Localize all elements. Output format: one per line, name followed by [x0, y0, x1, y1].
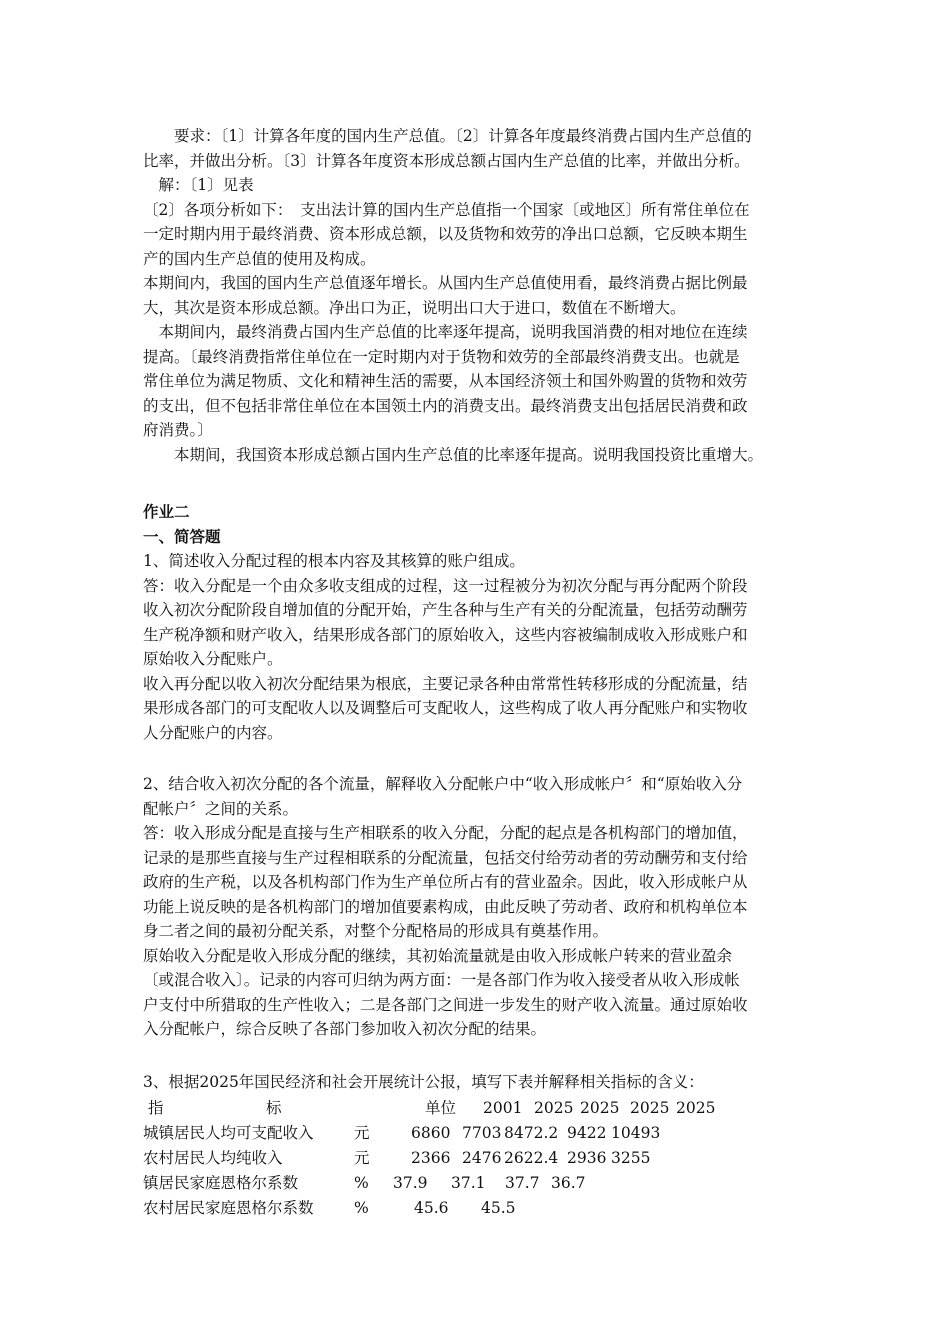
table-header-year: 2025: [534, 1099, 574, 1117]
paragraph-line: 生产税净额和财产收入，结果形成各部门的原始收入，这些内容被编制成收入形成账户和: [143, 625, 748, 644]
table-header-year: 2025: [580, 1099, 620, 1117]
table-cell-value: 2476: [462, 1149, 502, 1167]
paragraph-line: 人分配账户的内容。: [143, 723, 283, 742]
paragraph-line: 入分配帐户，综合反映了各部门参加收入初次分配的结果。: [143, 1020, 547, 1038]
table-cell-value: 9422: [567, 1124, 607, 1142]
table-cell-value: 7703: [462, 1124, 502, 1142]
paragraph-line: 大，其次是资本形成总额。净出口为正，说明出口大于进口，数值在不断增大。: [143, 298, 686, 317]
section-subtitle: 一、简答题: [143, 526, 221, 546]
table-row: [0, 1146, 950, 1171]
paragraph-line: 提高。〔最终消费指常住单位在一定时期内对于货物和效劳的全部最终消费支出。也就是: [143, 347, 740, 366]
table-header-indicator: 指: [148, 1099, 164, 1117]
table-row: [0, 1121, 950, 1146]
paragraph-line: 答：收入分配是一个由众多收支组成的过程，这一过程被分为初次分配与再分配两个阶段: [143, 576, 748, 595]
paragraph-line: 〔或混合收入〕。记录的内容可归纳为两方面：一是各部门作为收入接受者从收入形成帐: [143, 971, 740, 989]
table-cell-indicator: 镇居民家庭恩格尔系数: [143, 1174, 299, 1192]
table-header-unit: 单位: [425, 1099, 457, 1117]
paragraph-line: 1、简述收入分配过程的根本内容及其核算的账户组成。: [143, 552, 525, 570]
paragraph-line: 户支付中所猎取的生产性收入；二是各部门之间进一步发生的财产收入流量。通过原始收: [143, 995, 748, 1014]
table-cell-indicator: 城镇居民人均可支配收入: [143, 1124, 314, 1142]
paragraph-line: 3、根据2025年国民经济和社会开展统计公报，填写下表并解释相关指标的含义：: [143, 1073, 704, 1091]
table-cell-value: 2622.4: [504, 1149, 559, 1167]
question-1: [143, 549, 808, 745]
table-cell-indicator: 农村居民家庭恩格尔系数: [143, 1199, 314, 1217]
paragraph-line: 政府的生产税，以及各机构部门作为生产单位所占有的营业盈余。因此，收入形成帐户从: [143, 873, 748, 891]
table-cell-unit: 元: [354, 1149, 370, 1167]
question-3: [143, 1070, 808, 1095]
paragraph-line: 本期间内，我国的国内生产总值逐年增长。从国内生产总值使用看，最终消费占据比例最: [143, 274, 748, 292]
paragraph-line: 2、结合收入初次分配的各个流量，解释收入分配帐户中“收入形成帐户〞和“原始收入分: [143, 775, 743, 793]
paragraph-line: 比率，并做出分析。〔3〕计算各年度资本形成总额占国内生产总值的比率，并做出分析。: [143, 151, 750, 170]
table-cell-value: 10493: [611, 1124, 661, 1142]
table-cell-value: 37.7: [505, 1174, 540, 1192]
paragraph-line: 常住单位为满足物质、文化和精神生活的需要，从本国经济领土和国外购置的货物和效劳: [143, 372, 748, 390]
paragraph-line: 配帐户〞之间的关系。: [143, 799, 299, 818]
table-cell-value: 37.1: [451, 1174, 486, 1192]
table-cell-value: 36.7: [551, 1174, 586, 1192]
table-header-year: 2025: [676, 1099, 716, 1117]
table-header-year: 2001: [483, 1099, 523, 1117]
table-cell-unit: 元: [354, 1124, 370, 1142]
homework-two-heading: [143, 500, 808, 549]
paragraph-line: 答：收入形成分配是直接与生产相联系的收入分配，分配的起点是各机构部门的增加值，: [143, 824, 748, 842]
table-cell-value: 45.5: [481, 1199, 516, 1217]
section-title: 作业二: [143, 502, 190, 521]
table-header-year: 2025: [630, 1099, 670, 1117]
paragraph-line: 收入再分配以收入初次分配结果为根底，主要记录各种由常常性转移形成的分配流量，结: [143, 674, 748, 693]
table-cell-indicator: 农村居民人均纯收入: [143, 1149, 283, 1167]
table-header-indicator-b: 标: [266, 1099, 282, 1117]
paragraph-line: 府消费。〕: [143, 421, 213, 439]
table-header-row: [0, 1096, 950, 1121]
paragraph-line: 原始收入分配账户。: [143, 650, 283, 668]
paragraph-line: 产的国内生产总值的使用及构成。: [143, 249, 376, 268]
table-cell-value: 37.9: [393, 1174, 428, 1192]
paragraph-line: 本期间，我国资本形成总额占国内生产总值的比率逐年提高。说明我国投资比重增大。: [143, 445, 764, 464]
table-cell-unit: %: [354, 1199, 369, 1217]
paragraph-line: 要求：〔1〕计算各年度的国内生产总值。〔2〕计算各年度最终消费占国内生产总值的: [143, 127, 752, 145]
paragraph-line: 一定时期内用于最终消费、资本形成总额，以及货物和效劳的净出口总额，它反映本期生: [143, 225, 748, 243]
table-cell-value: 2366: [411, 1149, 451, 1167]
paragraph-line: 果形成各部门的可支配收人以及调整后可支配收人，这些构成了收人再分配账户和实物收: [143, 699, 748, 717]
paragraph-line: 收入初次分配阶段自增加值的分配开始，产生各种与生产有关的分配流量，包括劳动酬劳: [143, 601, 748, 619]
table-row: [0, 1196, 950, 1221]
table-cell-value: 8472.2: [504, 1124, 559, 1142]
table-row: [0, 1171, 950, 1196]
paragraph-line: 身二者之间的最初分配关系，对整个分配格局的形成具有奠基作用。: [143, 922, 609, 940]
paragraph-line: 原始收入分配是收入形成分配的继续，其初始流量就是由收入形成帐户转来的营业盈余: [143, 946, 733, 965]
paragraph-line: 解：〔1〕见表: [143, 176, 254, 194]
paragraph-line: 的支出，但不包括非常住单位在本国领土内的消费支出。最终消费支出包括居民消费和政: [143, 396, 748, 415]
table-cell-value: 2936: [567, 1149, 607, 1167]
paragraph-line: 记录的是那些直接与生产过程相联系的分配流量，包括交付给劳动者的劳动酬劳和支付给: [143, 848, 748, 867]
paragraph-line: 功能上说反映的是各机构部门的增加值要素构成，由此反映了劳动者、政府和机构单位本: [143, 897, 748, 916]
table-cell-value: 45.6: [414, 1199, 449, 1217]
table-cell-value: 6860: [411, 1124, 451, 1142]
paragraph-line: 〔2〕各项分析如下： 支出法计算的国内生产总值指一个国家〔或地区〕所有常住单位在: [143, 200, 750, 219]
analysis-section: [143, 124, 808, 467]
question-2: [143, 772, 808, 1042]
table-cell-value: 3255: [611, 1149, 651, 1167]
paragraph-line: 本期间内，最终消费占国内生产总值的比率逐年提高，说明我国消费的相对地位在连续: [143, 323, 748, 341]
table-cell-unit: %: [354, 1174, 369, 1192]
